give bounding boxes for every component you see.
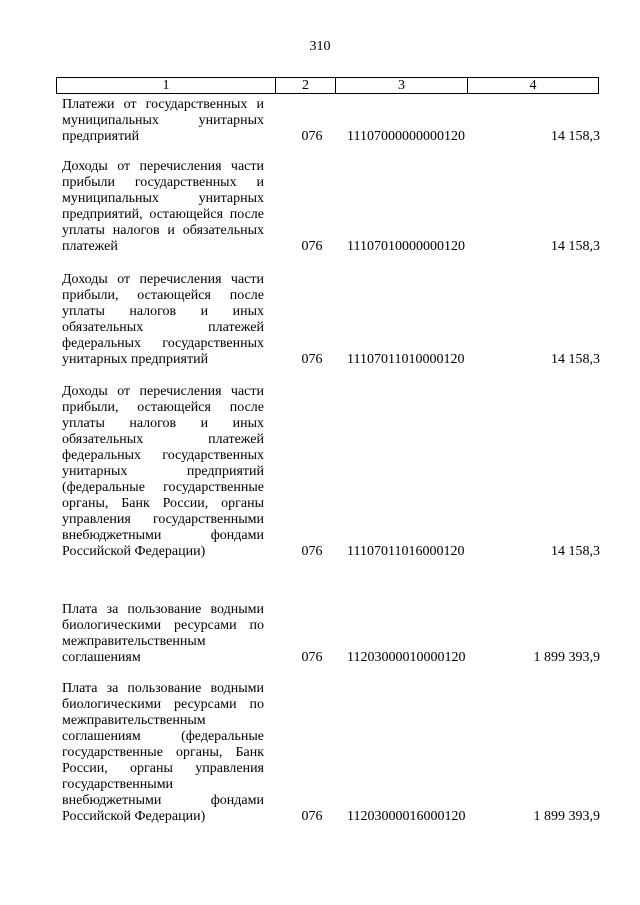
table-row	[62, 384, 602, 560]
table-row	[62, 159, 602, 255]
table-row	[62, 272, 602, 368]
page-number: 310	[309, 39, 331, 54]
table-row	[62, 97, 602, 145]
row-code: 076	[301, 544, 323, 559]
row-kbk: 11203000010000120	[347, 650, 466, 665]
row-description: Платежи от государственных и муниципальных унитарных предприятий	[62, 97, 264, 144]
table-row	[62, 602, 602, 666]
row-amount: 14 158,3	[551, 352, 600, 367]
row-kbk: 11203000016000120	[347, 809, 466, 824]
row-code: 076	[301, 239, 323, 254]
row-kbk: 11107010000000120	[347, 239, 465, 254]
column-header-4: 4	[467, 78, 598, 93]
row-code: 076	[301, 809, 323, 824]
row-amount: 14 158,3	[551, 544, 600, 559]
row-code: 076	[301, 129, 323, 144]
row-description: Плата за пользование водными биологическими ресурсами по межправительственным соглашениям (федеральные государственные органы, Банк России, органы управления государственными внебюджетными фондами Российской Федерации)	[62, 681, 264, 824]
row-amount: 14 158,3	[551, 129, 600, 144]
row-description: Плата за пользование водными биологическими ресурсами по межправительственным соглашениям	[62, 602, 264, 665]
row-amount: 14 158,3	[551, 239, 600, 254]
row-code: 076	[301, 352, 323, 367]
table-row	[62, 681, 602, 825]
column-header-1: 1	[162, 78, 170, 93]
row-kbk: 11107000000000120	[347, 129, 465, 144]
row-kbk: 11107011010000120	[347, 352, 465, 367]
row-description: Доходы от перечисления части прибыли, остающейся после уплаты налогов и иных обязательных платежей федеральных государственных унитарных предприятий	[62, 272, 264, 367]
row-description: Доходы от перечисления части прибыли, остающейся после уплаты налогов и иных обязательных платежей федеральных государственных унитарных предприятий (федеральные государственные органы, Банк России, органы управления государственными внебюджетными фондами Российской Федерации)	[62, 384, 264, 559]
table-header	[56, 77, 599, 94]
column-header-2: 2	[275, 78, 335, 93]
row-kbk: 11107011016000120	[347, 544, 465, 559]
column-header-3: 3	[335, 78, 467, 93]
row-amount: 1 899 393,9	[533, 809, 600, 824]
row-amount: 1 899 393,9	[533, 650, 600, 665]
row-description: Доходы от перечисления части прибыли государственных и муниципальных унитарных предприятий, остающейся после уплаты налогов и обязательных платежей	[62, 159, 264, 254]
row-code: 076	[301, 650, 323, 665]
